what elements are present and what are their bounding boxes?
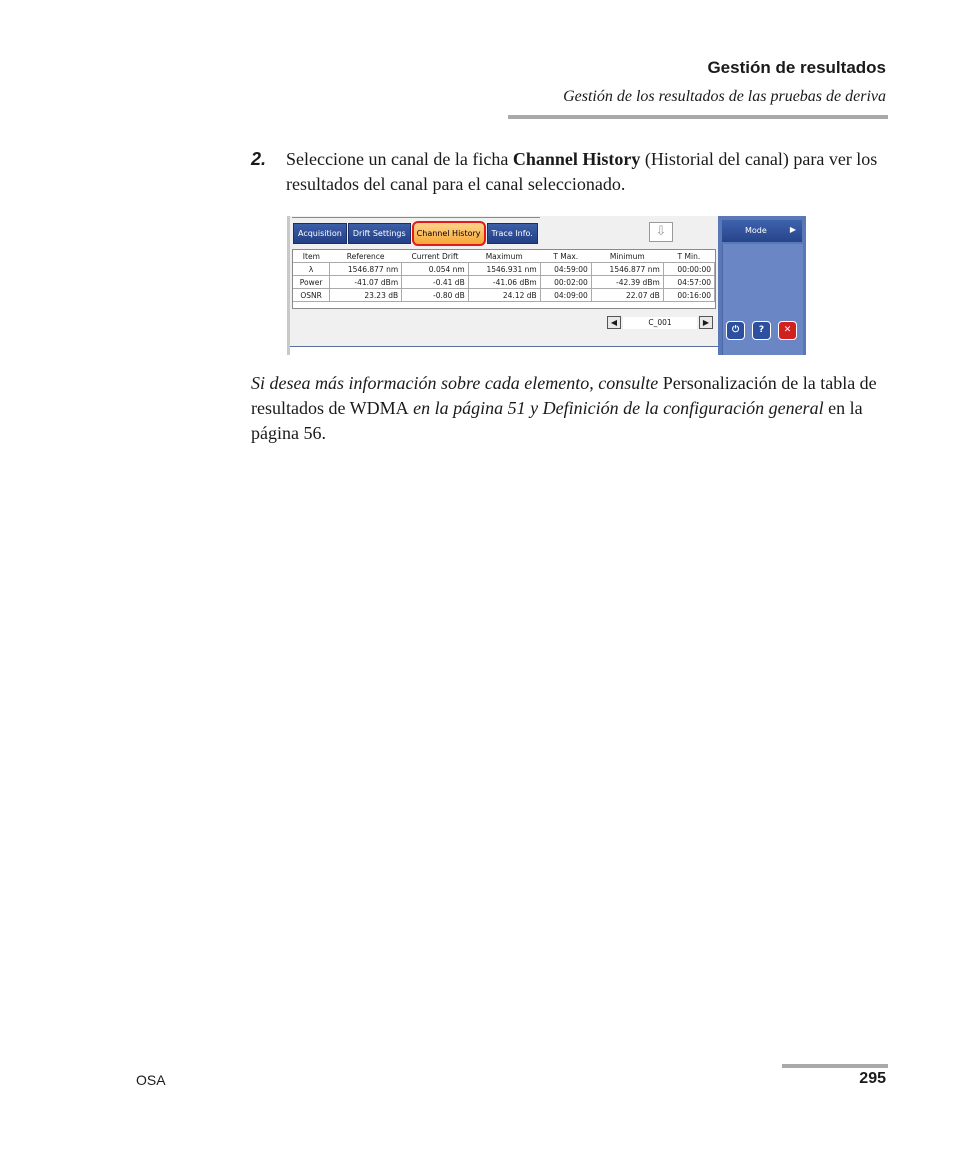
table-cell: -41.07 dBm	[330, 276, 402, 289]
mode-label: Mode	[745, 226, 767, 235]
step-text-bold: Channel History	[512, 149, 641, 169]
table-cell: 04:09:00	[540, 289, 591, 302]
table-cell: 04:57:00	[663, 276, 714, 289]
table-cell: 0.054 nm	[402, 263, 469, 276]
step-text-after: (Historial del canal) para ver los resultados del canal para el canal seleccionado.	[286, 149, 878, 194]
para-part-1: Si desea más información sobre cada elemento, consulte	[251, 373, 663, 393]
screenshot-left-border	[287, 216, 290, 355]
col-maximum: Maximum	[468, 250, 540, 263]
help-icon[interactable]: ?	[752, 321, 771, 340]
channel-name: C_001	[623, 317, 697, 329]
col-item: Item	[293, 250, 330, 263]
page-header-subtitle: Gestión de los resultados de las pruebas de deriva	[563, 88, 886, 105]
tab-acquisition[interactable]: Acquisition	[293, 223, 347, 244]
table-cell: 00:00:00	[663, 263, 714, 276]
step-text	[286, 147, 886, 197]
status-bar	[290, 346, 720, 355]
table-cell: 1546.877 nm	[330, 263, 402, 276]
results-table	[292, 249, 716, 309]
table-cell: -0.41 dB	[402, 276, 469, 289]
next-channel-button[interactable]: ▶	[699, 316, 713, 329]
close-icon[interactable]: ✕	[778, 321, 797, 340]
table-cell: 22.07 dB	[591, 289, 663, 302]
step-number: 2.	[251, 149, 267, 169]
table-cell: 04:59:00	[540, 263, 591, 276]
power-icon[interactable]: ⏻	[726, 321, 745, 340]
page-header-title: Gestión de resultados	[707, 58, 886, 77]
footer-rule	[782, 1064, 888, 1068]
step-text-before: Seleccione un canal de la ficha	[286, 149, 513, 169]
col-current-drift: Current Drift	[402, 250, 469, 263]
reference-paragraph	[251, 371, 891, 446]
table-cell: -41.06 dBm	[468, 276, 540, 289]
table-cell: -42.39 dBm	[591, 276, 663, 289]
arrow-down-icon[interactable]: ⇩	[649, 222, 673, 242]
table-cell: OSNR	[293, 289, 330, 302]
table-cell: λ	[293, 263, 330, 276]
chevron-right-icon: ▶	[789, 225, 796, 234]
para-part-3[interactable]: en la página 51 y Definición de la configuración general	[408, 398, 824, 418]
tab-trace-info[interactable]: Trace Info.	[487, 223, 538, 244]
table-row[interactable]	[293, 263, 715, 276]
col-reference: Reference	[330, 250, 402, 263]
table-header-row	[293, 250, 715, 263]
col-minimum: Minimum	[591, 250, 663, 263]
table-cell: 1546.877 nm	[591, 263, 663, 276]
table-cell: -0.80 dB	[402, 289, 469, 302]
col-t-max: T Max.	[540, 250, 591, 263]
table-cell: 00:02:00	[540, 276, 591, 289]
col-t-min: T Min.	[663, 250, 714, 263]
table-row[interactable]	[293, 289, 715, 302]
previous-channel-button[interactable]: ◀	[607, 316, 621, 329]
channel-history-screenshot	[287, 216, 806, 355]
header-rule	[508, 115, 888, 119]
table-cell: Power	[293, 276, 330, 289]
table-row[interactable]	[293, 276, 715, 289]
screenshot-top-line	[292, 216, 540, 218]
page-number: 295	[859, 1070, 886, 1087]
tab-channel-history[interactable]: Channel History	[412, 221, 486, 246]
table-cell: 24.12 dB	[468, 289, 540, 302]
tab-drift-settings[interactable]: Drift Settings	[348, 223, 411, 244]
table-cell: 1546.931 nm	[468, 263, 540, 276]
footer-product: OSA	[136, 1072, 166, 1088]
channel-navigator	[607, 316, 713, 329]
tab-bar	[293, 223, 539, 243]
table-cell: 23.23 dB	[330, 289, 402, 302]
mode-button[interactable]	[722, 220, 802, 242]
para-part-4: en la página 56.	[251, 398, 863, 443]
table-cell: 00:16:00	[663, 289, 714, 302]
para-link-1[interactable]: Personalización de la tabla de resultados de WDMA	[251, 373, 877, 418]
